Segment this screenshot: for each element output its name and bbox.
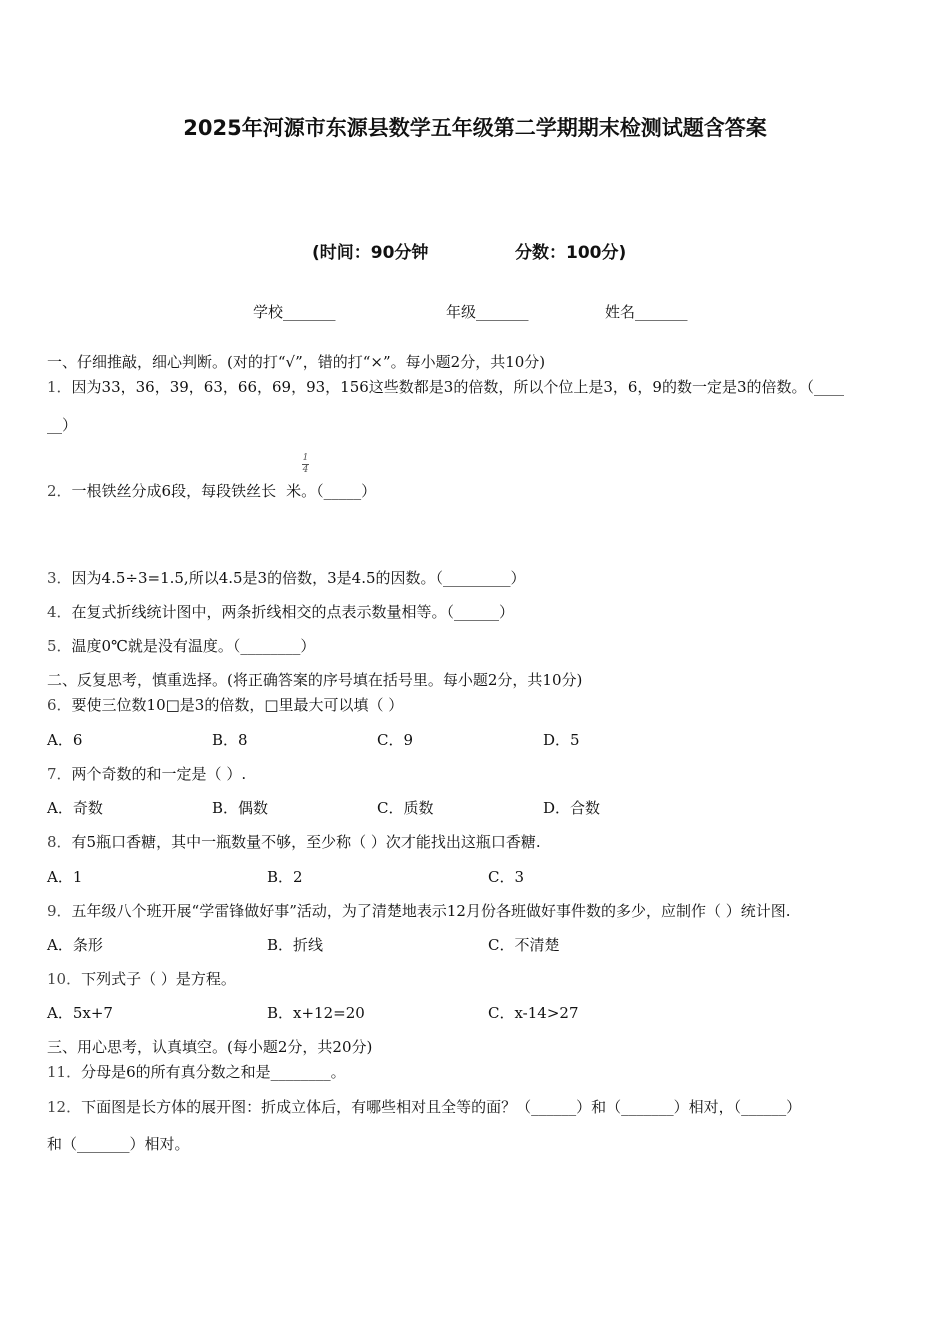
option-b: B．x+12=20 [267, 1004, 365, 1022]
option-b: B．8 [212, 731, 248, 749]
option-c: C．质数 [377, 799, 434, 817]
question-text-tail: 米。（_____） [286, 482, 377, 500]
question-text: 下面图是长方体的展开图：折成立体后，有哪些相对且全等的面？（______）和（_______）相对，（______） [81, 1098, 802, 1116]
option-c: C．不清楚 [488, 936, 560, 954]
question-text: 要使三位数10□是3的倍数，□里最大可以填（ ） [71, 696, 404, 714]
question-number: 8． [47, 833, 72, 851]
exam-time: (时间：90分钟 [312, 243, 429, 263]
question-text: 因为33，36，39，63，66，69，93，156这些数都是3的倍数，所以个位上是3，6，9的数一定是3的倍数。（____ [71, 378, 845, 396]
question-text: 温度0℃就是没有温度。（________） [71, 637, 316, 655]
option-b: B．折线 [267, 936, 324, 954]
school-field: 学校_______ [253, 303, 336, 321]
question-4 [47, 601, 514, 622]
question-text: 分母是6的所有真分数之和是________。 [81, 1063, 346, 1081]
option-a: A．6 [47, 731, 83, 749]
question-text: 五年级八个班开展“学雷锋做好事”活动，为了清楚地表示12月份各班做好事件数的多少，应制作（ ）统计图. [71, 902, 791, 920]
question-text: 下列式子（ ）是方程。 [81, 970, 236, 988]
option-a: A．1 [47, 868, 83, 886]
section-3-heading: 三、用心思考，认真填空。(每小题2分，共20分) [47, 1038, 373, 1056]
question-text: 因为4.5÷3=1.5,所以4.5是3的倍数，3是4.5的因数。（_________） [71, 569, 526, 587]
question-number: 9． [47, 902, 72, 920]
page-title: 2025年河源市东源县数学五年级第二学期期末检测试题含答案 [183, 116, 767, 140]
option-b: B．2 [267, 868, 303, 886]
question-number: 6． [47, 696, 72, 714]
option-d: D．合数 [543, 799, 601, 817]
section-1-heading: 一、仔细推敲，细心判断。(对的打“√”，错的打“×”。每小题2分，共10分) [47, 353, 546, 371]
option-c: C．x-14>27 [488, 1004, 579, 1022]
question-text: 两个奇数的和一定是（ ）. [71, 765, 247, 783]
fraction-numerator: 1 [302, 453, 309, 463]
question-text: 在复式折线统计图中，两条折线相交的点表示数量相等。（______） [71, 603, 515, 621]
question-number: 7． [47, 765, 72, 783]
question-1 [47, 376, 844, 397]
option-a: A．奇数 [47, 799, 103, 817]
section-2-heading: 二、反复思考，慎重选择。(将正确答案的序号填在括号里。每小题2分，共10分) [47, 671, 583, 689]
question-number: 2． [47, 482, 72, 500]
name-field: 姓名_______ [605, 303, 688, 321]
question-8 [47, 831, 541, 852]
question-number: 10． [47, 970, 82, 988]
fraction-denominator: 4 [302, 465, 309, 475]
question-7 [47, 763, 246, 784]
question-2 [47, 480, 376, 501]
question-number: 3． [47, 569, 72, 587]
question-text: 一根铁丝分成6段，每段铁丝长 [71, 482, 277, 500]
question-11 [47, 1061, 346, 1082]
grade-field: 年级_______ [446, 303, 529, 321]
question-9 [47, 900, 791, 921]
question-number: 1． [47, 378, 72, 396]
question-1-continued: __） [47, 416, 78, 434]
question-12 [47, 1096, 801, 1117]
question-3 [47, 567, 526, 588]
option-b: B．偶数 [212, 799, 269, 817]
question-12-continued: 和（_______）相对。 [47, 1135, 190, 1153]
fraction-one-quarter [302, 453, 309, 476]
option-a: A．条形 [47, 936, 103, 954]
exam-score: 分数：100分) [515, 243, 627, 263]
question-number: 12． [47, 1098, 82, 1116]
option-c: C．3 [488, 868, 525, 886]
question-text: 有5瓶口香糖，其中一瓶数量不够，至少称（ ）次才能找出这瓶口香糖. [71, 833, 541, 851]
question-10 [47, 968, 236, 989]
question-6 [47, 694, 403, 715]
question-number: 11． [47, 1063, 82, 1081]
option-d: D．5 [543, 731, 580, 749]
option-c: C．9 [377, 731, 414, 749]
option-a: A．5x+7 [47, 1004, 113, 1022]
question-5 [47, 635, 315, 656]
question-number: 4． [47, 603, 72, 621]
question-number: 5． [47, 637, 72, 655]
